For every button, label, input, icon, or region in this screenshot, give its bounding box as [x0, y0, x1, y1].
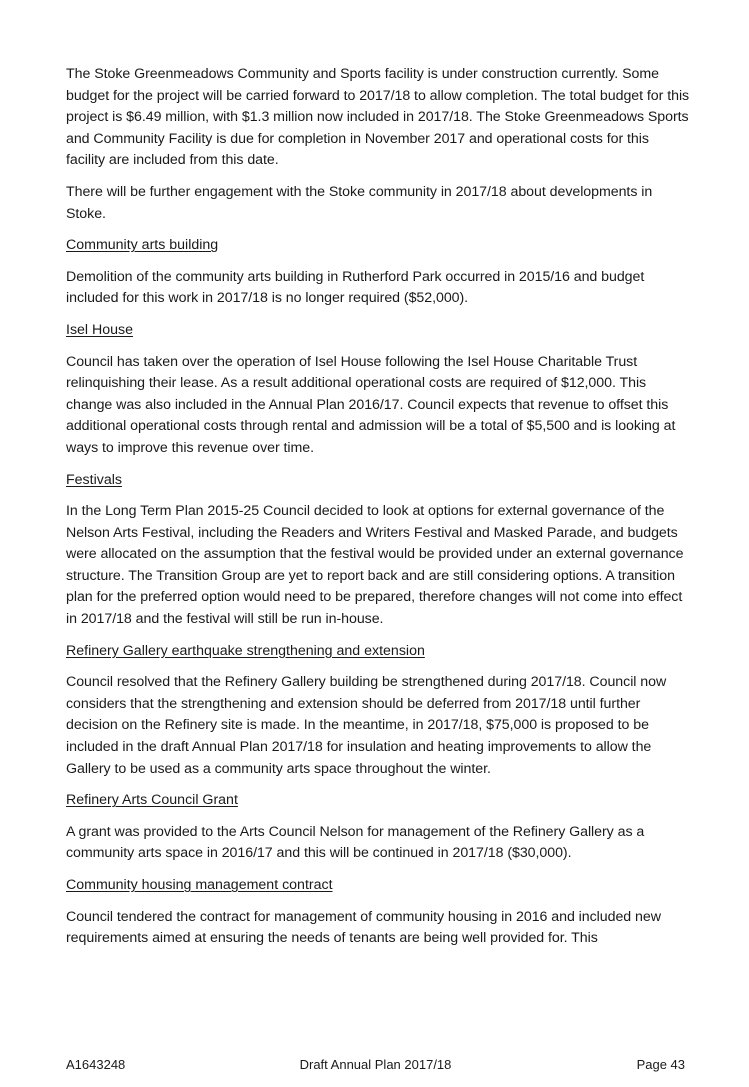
paragraph-isel-house: Council has taken over the operation of Isel House following the Isel House Charitable Trust relinquishing their lease. As a result additional operational costs are required of $12,000. This change was also included in the Annual Plan 2016/17. Council expects that revenue to offset this additional operational costs through rental and admission will be a total of $5,500 and is looking at ways to improve this revenue over time.: [66, 353, 676, 456]
heading-refinery-arts-grant: Refinery Arts Council Grant: [66, 792, 238, 809]
heading-isel-house: Isel House: [66, 321, 134, 338]
paragraph-refinery-gallery: Council resolved that the Refinery Gallery building be strengthened during 2017/18. Council now considers that the strengthening and extension should be deferred from 2017/18 until further decision on the Refinery site is made. In the meantime, in 2017/18, $75,000 is proposed to be included in the draft Annual Plan 2017/18 for insulation and heating improvements to allow the Gallery to be used as a community arts space throughout the winter.: [66, 674, 667, 777]
paragraph-refinery-arts-grant: A grant was provided to the Arts Council Nelson for management of the Refinery Gallery as a community arts space in 2016/17 and this will be continued in 2017/18 ($30,000).: [66, 823, 645, 862]
paragraph-festivals: In the Long Term Plan 2015-25 Council decided to look at options for external governance of the Nelson Arts Festival, including the Readers and Writers Festival and Masked Parade, and budgets were allocated on the assumption that the festival would be provided under an external governance structure. The Transition Group are yet to report back and are still considering options. A transition plan for the preferred option would need to be prepared, therefore changes will not come into effect in 2017/18 and the festival will still be run in-house.: [66, 503, 684, 628]
heading-refinery-gallery: Refinery Gallery earthquake strengthening and extension: [66, 642, 425, 659]
paragraph-stoke-facility: The Stoke Greenmeadows Community and Sports facility is under construction currently. Some budget for the project will be carried forward to 2017/18 to allow completion. The total budget for this project is $6.49 million, with $1.3 million now included in 2017/18. The Stoke Greenmeadows Sports and Community Facility is due for completion in November 2017 and operational costs for this facility are included from this date.: [66, 66, 690, 169]
paragraph-stoke-engagement: There will be further engagement with the Stoke community in 2017/18 about developments in Stoke.: [66, 183, 653, 222]
footer-doc-title: Draft Annual Plan 2017/18: [299, 1057, 452, 1072]
footer-doc-id: A1643248: [66, 1057, 126, 1072]
paragraph-community-arts-building: Demolition of the community arts building in Rutherford Park occurred in 2015/16 and budget included for this work in 2017/18 is no longer required ($52,000).: [66, 268, 645, 307]
page-footer: [66, 1055, 685, 1075]
heading-community-housing: Community housing management contract: [66, 877, 333, 893]
paragraph-community-housing: Council tendered the contract for management of community housing in 2016 and included new requirements aimed at ensuring the needs of tenants are being well provided for. This: [66, 908, 661, 947]
page-content: [66, 64, 691, 960]
heading-community-arts-building: Community arts building: [66, 237, 219, 254]
heading-festivals: Festivals: [66, 471, 122, 488]
footer-page-number: Page 43: [636, 1057, 685, 1072]
